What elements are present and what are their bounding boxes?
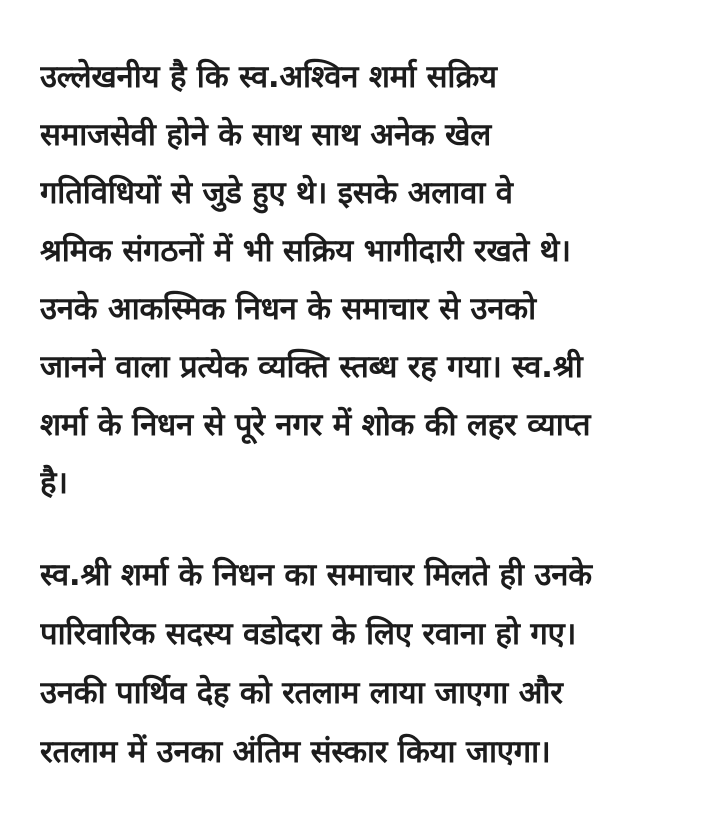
paragraph-1-line-8: है। xyxy=(40,465,68,501)
paragraph-1-line-6: जानने वाला प्रत्येक व्यक्ति स्तब्ध रह गया। स्व.श्री xyxy=(40,349,583,385)
paragraph-1-line-1: उल्लेखनीय है कि स्व.अश्विन शर्मा सक्रिय xyxy=(40,59,497,95)
paragraph-2-line-2: पारिवारिक सदस्य वडोदरा के लिए रवाना हो गए। xyxy=(40,616,577,652)
paragraph-1-line-3: गतिविधियों से जुडे हुए थे। इसके अलावा वे xyxy=(40,175,513,211)
paragraph-1-line-5: उनके आकस्मिक निधन के समाचार से उनको xyxy=(40,291,536,327)
paragraph-2-line-1: स्व.श्री शर्मा के निधन का समाचार मिलते ही उनके xyxy=(40,557,592,593)
paragraph-1-line-4: श्रमिक संगठनों में भी सक्रिय भागीदारी रखते थे। xyxy=(40,233,571,269)
article-paragraph-2 xyxy=(0,546,720,782)
article-paragraph-1 xyxy=(0,48,720,512)
paragraph-2-line-4: रतलाम में उनका अंतिम संस्कार किया जाएगा। xyxy=(40,734,551,770)
paragraph-2-line-3: उनकी पार्थिव देह को रतलाम लाया जाएगा और xyxy=(40,675,563,711)
paragraph-1-line-2: समाजसेवी होने के साथ साथ अनेक खेल xyxy=(40,117,492,153)
paragraph-1-line-7: शर्मा के निधन से पूरे नगर में शोक की लहर व्याप्त xyxy=(40,407,591,443)
